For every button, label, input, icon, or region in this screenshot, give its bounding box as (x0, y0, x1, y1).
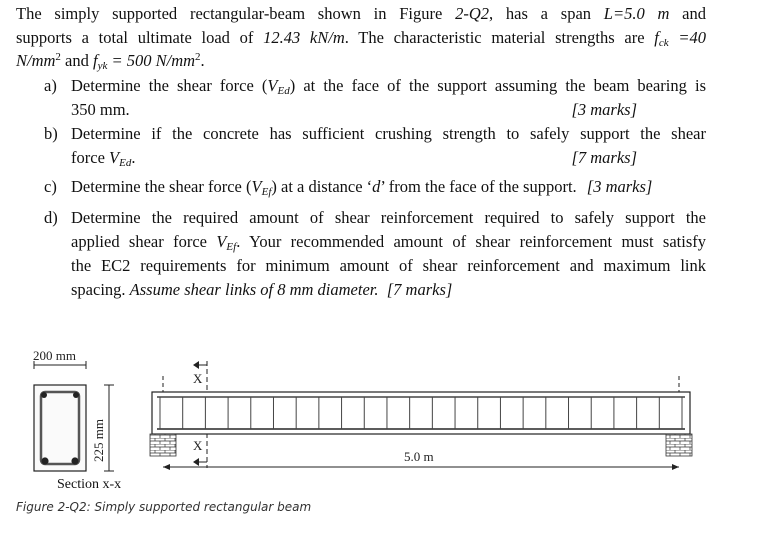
beam-elevation (152, 392, 690, 434)
cut-label-top: X (193, 371, 203, 386)
question-b-marks: [7 marks] (571, 148, 637, 167)
question-d-label: d) (44, 208, 58, 227)
intro-line-2: supports a total ultimate load of 12.43 kN/m. The characteristic material strengths are $f_{ck} =40$ (16, 27, 706, 49)
top-bar (41, 392, 47, 398)
left-support (150, 434, 176, 456)
question-c-line-1: Determine the shear force $(V_{Ef})$ at a distance ‘d’ from the face of the support. [3 marks] (71, 177, 653, 198)
question-a-line-2: 350 mm. [3 marks] (71, 98, 637, 122)
intro-line-3: $N/mm^2$ and $f_{yk} = 500$ $N/mm^2$. (16, 51, 205, 72)
cut-label-bottom: X (193, 438, 203, 453)
question-d-line-2: applied shear force $V_{Ef}$. Your recommended amount of shear reinforcement must satisfy (71, 232, 706, 253)
question-d-line-3: the EC2 requirements for minimum amount of shear reinforcement and maximum link (71, 256, 706, 275)
bottom-bar (41, 457, 48, 464)
question-a-marks: [3 marks] (571, 100, 637, 119)
question-b-line-2: force $V_{Ed}$. [7 marks] (71, 148, 637, 169)
span-label: 5.0 m (404, 449, 434, 464)
cross-section (33, 348, 114, 471)
question-a-label: a) (44, 76, 57, 95)
right-support (666, 434, 692, 456)
section-depth-label: 225 mm (91, 419, 106, 462)
question-d-line-1: Determine the required amount of shear reinforcement required to safely support the (71, 208, 706, 227)
question-a-line-1: Determine the shear force $(V_{Ed})$ at the face of the support assuming the beam bearing is (71, 76, 706, 97)
figure-caption: Figure 2-Q2: Simply supported rectangular beam (16, 500, 312, 514)
section-title: Section x-x (57, 477, 122, 492)
question-d-marks: [7 marks] (386, 280, 453, 299)
intro-line-1: The simply supported rectangular-beam shown in Figure 2-Q2, has a span L=5.0 m and (16, 4, 706, 23)
problem-intro (16, 2, 706, 73)
question-c-marks: [3 marks] (586, 177, 653, 196)
question-b-label: b) (44, 124, 58, 143)
question-c-label: c) (44, 177, 57, 196)
question-d-line-4: spacing. Assume shear links of 8 mm diameter. [7 marks] (71, 280, 453, 299)
question-b-line-1: Determine if the concrete has sufficient crushing strength to safely support the shear (71, 124, 706, 143)
top-bar (73, 392, 79, 398)
section-width-label: 200 mm (33, 348, 76, 363)
bottom-bar (71, 457, 78, 464)
